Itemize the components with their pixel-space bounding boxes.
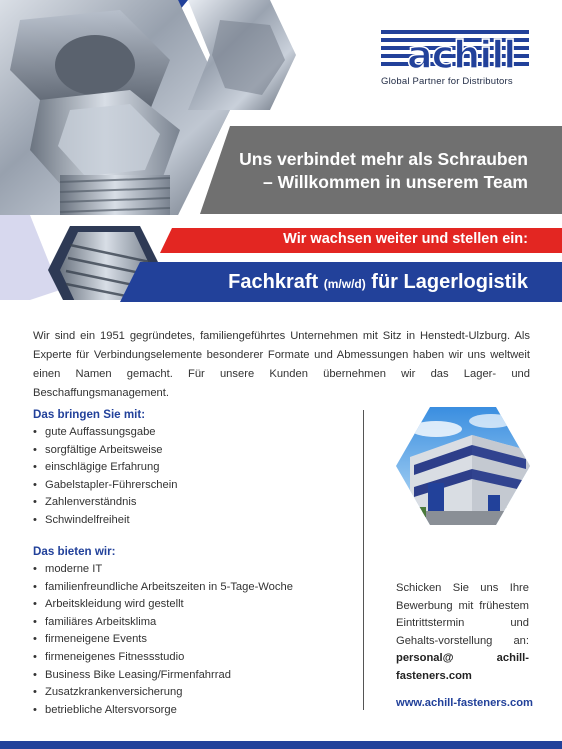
list-item: • firmeneigenes Fitnessstudio xyxy=(33,649,293,667)
headline-line-2: – Willkommen in unserem Team xyxy=(262,172,528,192)
headline-line-1: Uns verbindet mehr als Schrauben xyxy=(239,149,528,169)
website-link[interactable]: www.achill-fasteners.com xyxy=(396,697,533,709)
list-item: • sorgfältige Arbeitsweise xyxy=(33,442,177,460)
application-instructions xyxy=(396,580,529,685)
application-text: Schicken Sie uns Ihre Bewerbung mit frühestem Eintrittstermin und Gehalts-vorstellung an: xyxy=(396,582,529,647)
intro-paragraph: Wir sind ein 1951 gegründetes, familiengeführtes Unternehmen mit Sitz in Henstedt-Ulzburg. Als Experte für Verbindungselemente besonderer Formate und Abmessungen haben wir uns weltweit einen Namen gemacht. Für unsere Kunden übernehmen wir das Lager- und Beschaffungsmanagement. xyxy=(33,330,530,399)
requirements-title: Das bringen Sie mit: xyxy=(33,408,146,421)
requirements-list xyxy=(33,424,177,530)
column-divider xyxy=(363,410,364,710)
contact-email-link[interactable]: personal@ achill-fasteners.com xyxy=(396,652,529,682)
list-item: • einschlägige Erfahrung xyxy=(33,459,177,477)
job-title-rest: für Lagerlogistik xyxy=(371,271,528,293)
list-item: • betriebliche Altersvorsorge xyxy=(33,702,293,720)
offers-title: Das bieten wir: xyxy=(33,545,116,558)
announcement-text: Wir wachsen weiter und stellen ein: xyxy=(283,231,528,247)
list-item: • Schwindelfreiheit xyxy=(33,512,177,530)
list-item: • Arbeitskleidung wird gestellt xyxy=(33,596,293,614)
list-item: • Zusatzkrankenversicherung xyxy=(33,684,293,702)
offers-list xyxy=(33,561,293,719)
list-item: • familiäres Arbeitsklima xyxy=(33,614,293,632)
job-title-gender-tag: (m/w/d) xyxy=(323,277,366,291)
job-title-main: Fachkraft xyxy=(228,271,319,293)
job-title xyxy=(228,271,528,294)
list-item: • gute Auffassungsgabe xyxy=(33,424,177,442)
list-item: • firmeneigene Events xyxy=(33,631,293,649)
list-item: • familienfreundliche Arbeitszeiten in 5-Tage-Woche xyxy=(33,579,293,597)
logo-wordmark: achill xyxy=(407,33,516,77)
logo-tagline: Global Partner for Distributors xyxy=(381,76,513,87)
list-item: • Zahlenverständnis xyxy=(33,494,177,512)
headline xyxy=(198,148,528,194)
bottom-bar xyxy=(0,741,562,749)
list-item: • moderne IT xyxy=(33,561,293,579)
list-item: • Gabelstapler-Führerschein xyxy=(33,477,177,495)
list-item: • Business Bike Leasing/Firmenfahrrad xyxy=(33,667,293,685)
building-photo xyxy=(396,407,530,525)
